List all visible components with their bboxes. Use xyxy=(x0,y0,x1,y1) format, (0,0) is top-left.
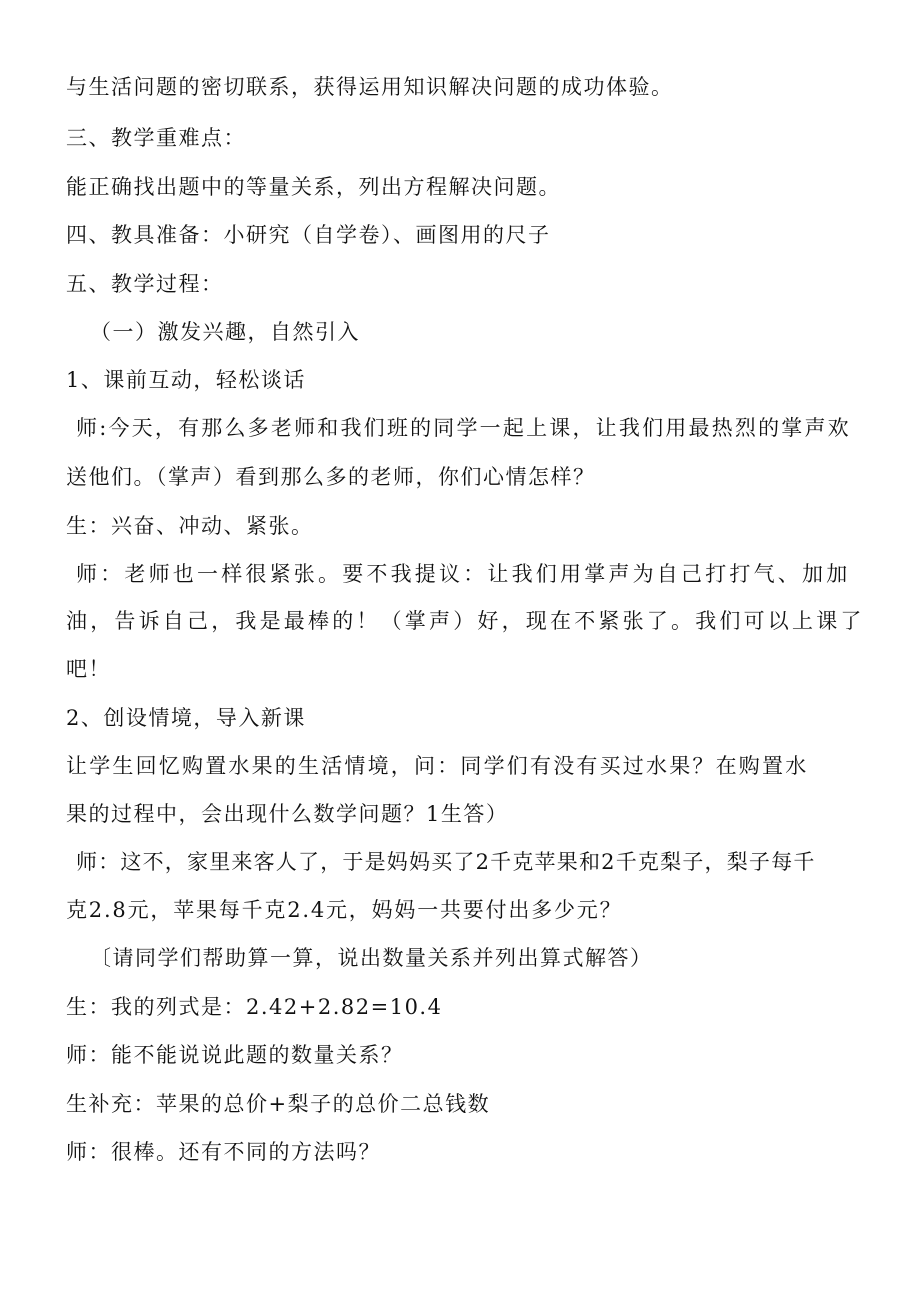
instruction-line: 〔请同学们帮助算一算，说出数量关系并列出算式解答） xyxy=(90,946,653,970)
dialogue-line: 生：我的列式是：2.42+2.82=10.4 xyxy=(66,995,443,1019)
subheading-part-one: （一）激发兴趣，自然引入 xyxy=(90,320,360,344)
text-line: 让学生回忆购置水果的生活情境，问：同学们有没有买过水果？在购置水 xyxy=(66,754,809,778)
dialogue-line: 师：这不，家里来客人了，于是妈妈买了2千克苹果和2千克梨子，梨子每千 xyxy=(76,850,816,874)
heading-teaching-process: 五、教学过程： xyxy=(66,272,224,296)
subheading-step-two: 2、创设情境，导入新课 xyxy=(66,706,306,730)
dialogue-line: 师：很棒。还有不同的方法吗？ xyxy=(66,1140,381,1164)
dialogue-line: 师：能不能说说此题的数量关系？ xyxy=(66,1043,404,1067)
dialogue-line: 吧！ xyxy=(66,657,111,681)
dialogue-line: 克2.8元，苹果每千克2.4元，妈妈一共要付出多少元？ xyxy=(66,898,623,922)
dialogue-line: 师：老师也一样很紧张。要不我提议：让我们用掌声为自己打打气、加加 xyxy=(76,562,851,586)
subheading-step-one: 1、课前互动，轻松谈话 xyxy=(66,368,306,392)
text-line-goal-continuation: 与生活问题的密切联系，获得运用知识解决问题的成功体验。 xyxy=(66,75,674,99)
heading-teaching-aids: 四、教具准备：小研究（自学卷）、画图用的尺子 xyxy=(66,223,551,247)
text-line-key-points: 能正确找出题中的等量关系，列出方程解决问题。 xyxy=(66,175,561,199)
dialogue-line: 师:今天，有那么多老师和我们班的同学一起上课，让我们用最热烈的掌声欢 xyxy=(76,416,851,440)
dialogue-line: 生补充：苹果的总价+梨子的总价二总钱数 xyxy=(66,1092,491,1116)
dialogue-line: 生：兴奋、冲动、紧张。 xyxy=(66,514,314,538)
text-line: 果的过程中，会出现什么数学问题？1生答） xyxy=(66,802,509,826)
heading-teaching-key-points: 三、教学重难点： xyxy=(66,126,246,150)
dialogue-line: 油，告诉自己，我是最棒的！（掌声）好，现在不紧张了。我们可以上课了 xyxy=(66,609,865,633)
dialogue-line: 送他们。（掌声）看到那么多的老师，你们心情怎样？ xyxy=(66,465,596,489)
